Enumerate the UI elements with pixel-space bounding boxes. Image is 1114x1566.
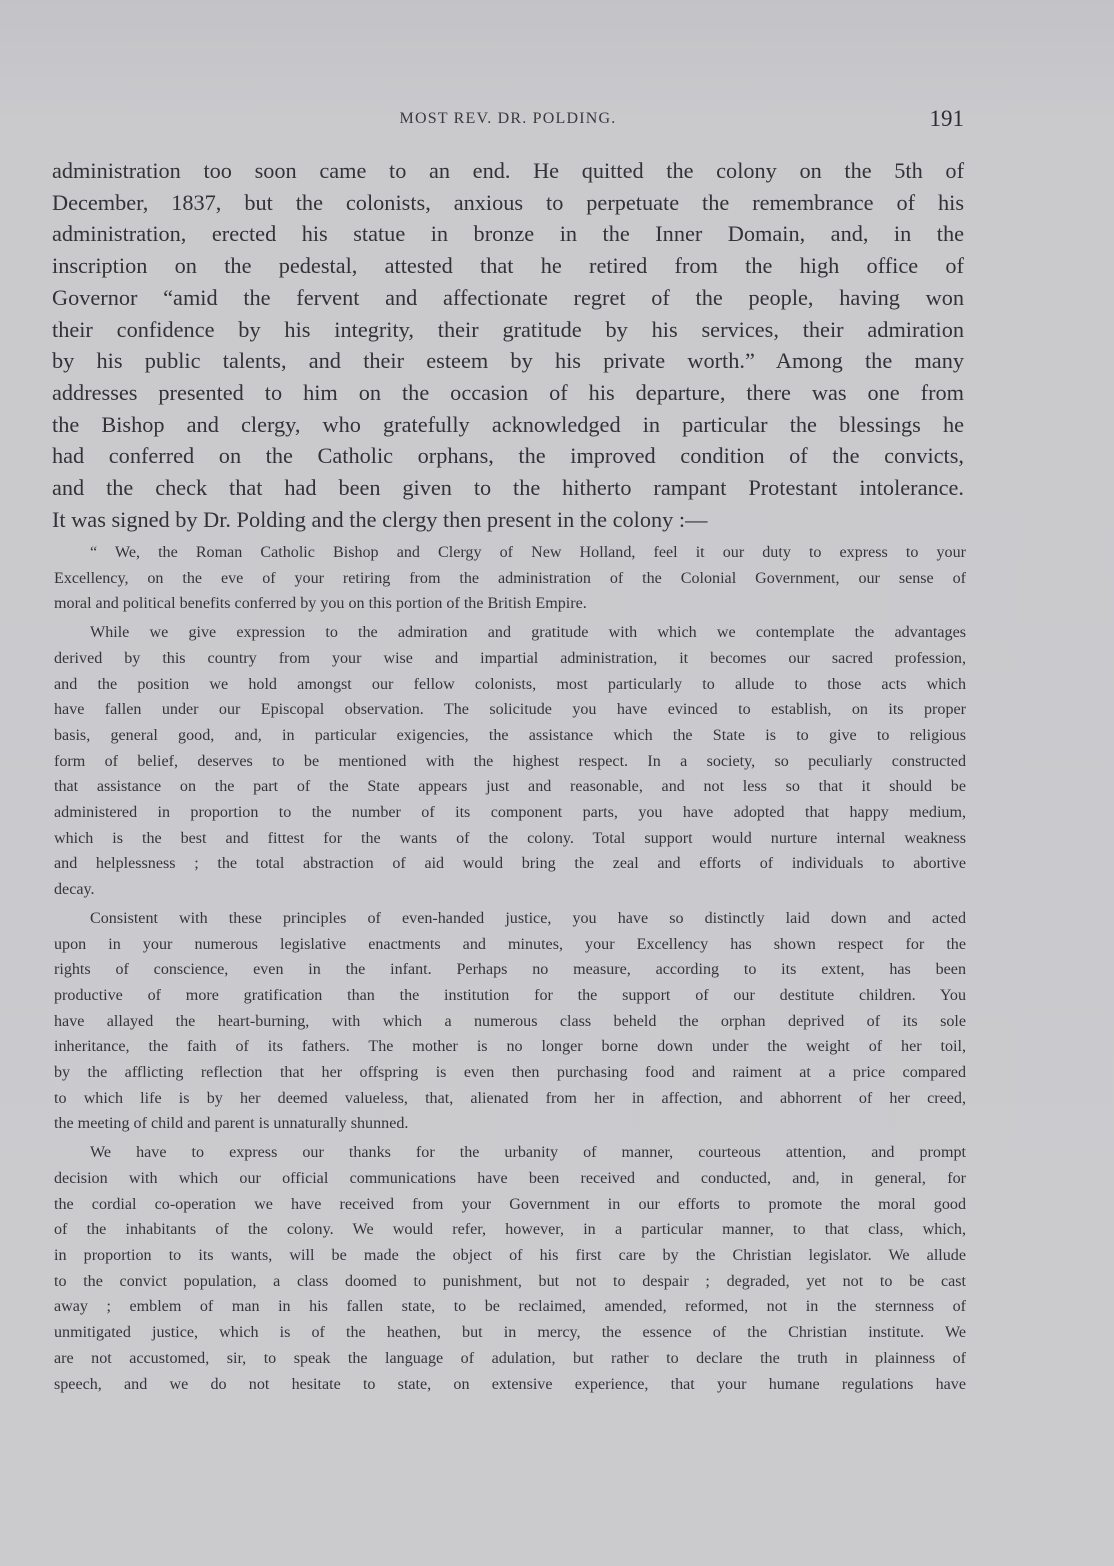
quote-line: rights of conscience, even in the infant. Perhaps no measure, according to its extent, has been [54,961,966,979]
text-line: had conferred on the Catholic orphans, the improved condition of the convicts, [52,443,964,469]
quote-line: have fallen under our Episcopal observation. The solicitude you have evinced to establish, on its proper [54,701,966,719]
text-line: by his public talents, and their esteem by his private worth.” Among the many [52,348,964,374]
text-line: their confidence by his integrity, their gratitude by his services, their admiration [52,316,964,342]
quote-line: While we give expression to the admiration and gratitude with which we contemplate the advantages [90,624,966,642]
quote-line: have allayed the heart-burning, with which a numerous class beheld the orphan deprived of its sole [54,1012,966,1030]
text-line: addresses presented to him on the occasion of his departure, there was one from [52,379,964,405]
quoted-address [54,540,966,1397]
quote-line: to the convict population, a class doomed to punishment, but not to despair ; degraded, yet not to be cast [54,1272,966,1290]
text-line: and the check that had been given to the hitherto rampant Protestant intolerance. [52,475,964,501]
quote-line: administered in proportion to the number of its component parts, you have adopted that happy medium, [54,804,966,822]
quote-line: decision with which our official communications have been received and conducted, and, in general, for [54,1169,966,1187]
quote-line: decay. [54,881,95,899]
quote-line: “ We, the Roman Catholic Bishop and Clergy of New Holland, feel it our duty to express to your [90,544,966,561]
quote-line: to which life is by her deemed valueless, that, alienated from her in affection, and abhorrent of her creed, [54,1089,966,1107]
quote-line: which is the best and fittest for the wants of the colony. Total support would nurture internal weakness [54,829,966,847]
main-paragraph [52,155,964,535]
quote-line: unmitigated justice, which is of the heathen, but in mercy, the essence of the Christian institute. We [54,1324,966,1342]
quote-line: the meeting of child and parent is unnaturally shunned. [54,1115,409,1133]
quote-line: away ; emblem of man in his fallen state, to be reclaimed, amended, reformed, not in the sternness of [54,1298,966,1316]
quote-line: the cordial co-operation we have received from your Government in our efforts to promote the moral good [54,1195,966,1213]
quote-line: that assistance on the part of the State appears just and reasonable, and not less so that it should be [54,778,966,796]
quote-line: moral and political benefits conferred by you on this portion of the British Empire. [54,595,587,613]
quote-line: inheritance, the faith of its fathers. The mother is no longer borne down under the weight of her toil, [54,1038,966,1056]
quote-line: derived by this country from your wise and impartial administration, it becomes our sacred profession, [54,649,966,667]
quote-line: of the inhabitants of the colony. We would refer, however, in a particular manner, to that class, which, [54,1221,966,1239]
quote-line: by the afflicting reflection that her offspring is even then purchasing food and raiment at a price compared [54,1064,966,1082]
quote-line: and the position we hold amongst our fellow colonists, most particularly to allude to those acts which [54,675,966,693]
page-number: 191 [929,106,964,131]
text-line: the Bishop and clergy, who gratefully acknowledged in particular the blessings he [52,411,964,437]
quote-line: in proportion to its wants, will be made the object of his first care by the Christian legislator. We allude [54,1246,966,1264]
text-line: administration too soon came to an end. He quitted the colony on the 5th of [52,158,964,183]
text-line: Governor “amid the fervent and affectionate regret of the people, having won [52,284,964,310]
quote-line: We have to express our thanks for the urbanity of manner, courteous attention, and prompt [90,1144,966,1162]
text-line: It was signed by Dr. Polding and the clergy then present in the colony :— [52,506,708,532]
text-line: administration, erected his statue in bronze in the Inner Domain, and, in the [52,221,964,247]
quote-line: Consistent with these principles of even-handed justice, you have so distinctly laid down and acted [90,909,966,927]
text-line: December, 1837, but the colonists, anxious to perpetuate the remembrance of his [52,189,964,215]
quote-line: speech, and we do not hesitate to state, on extensive experience, that your humane regulations have [54,1375,966,1393]
text-line: inscription on the pedestal, attested that he retired from the high office of [52,253,964,279]
running-title: MOST REV. DR. POLDING. [399,110,617,127]
quote-line: form of belief, deserves to be mentioned with the highest respect. In a society, so peculiarly constructed [54,752,966,770]
quote-line: and helplessness ; the total abstraction of aid would bring the zeal and efforts of individuals to abortive [54,855,966,873]
quote-line: are not accustomed, sir, to speak the language of adulation, but rather to declare the truth in plainness of [54,1349,966,1367]
page-header [52,106,964,136]
quote-line: basis, general good, and, in particular exigencies, the assistance which the State is to give to religious [54,726,966,744]
quote-line: upon in your numerous legislative enactments and minutes, your Excellency has shown respect for the [54,935,966,953]
quote-line: Excellency, on the eve of your retiring from the administration of the Colonial Government, our sense of [54,569,966,587]
quote-line: productive of more gratification than the institution for the support of our destitute children. You [54,986,966,1004]
